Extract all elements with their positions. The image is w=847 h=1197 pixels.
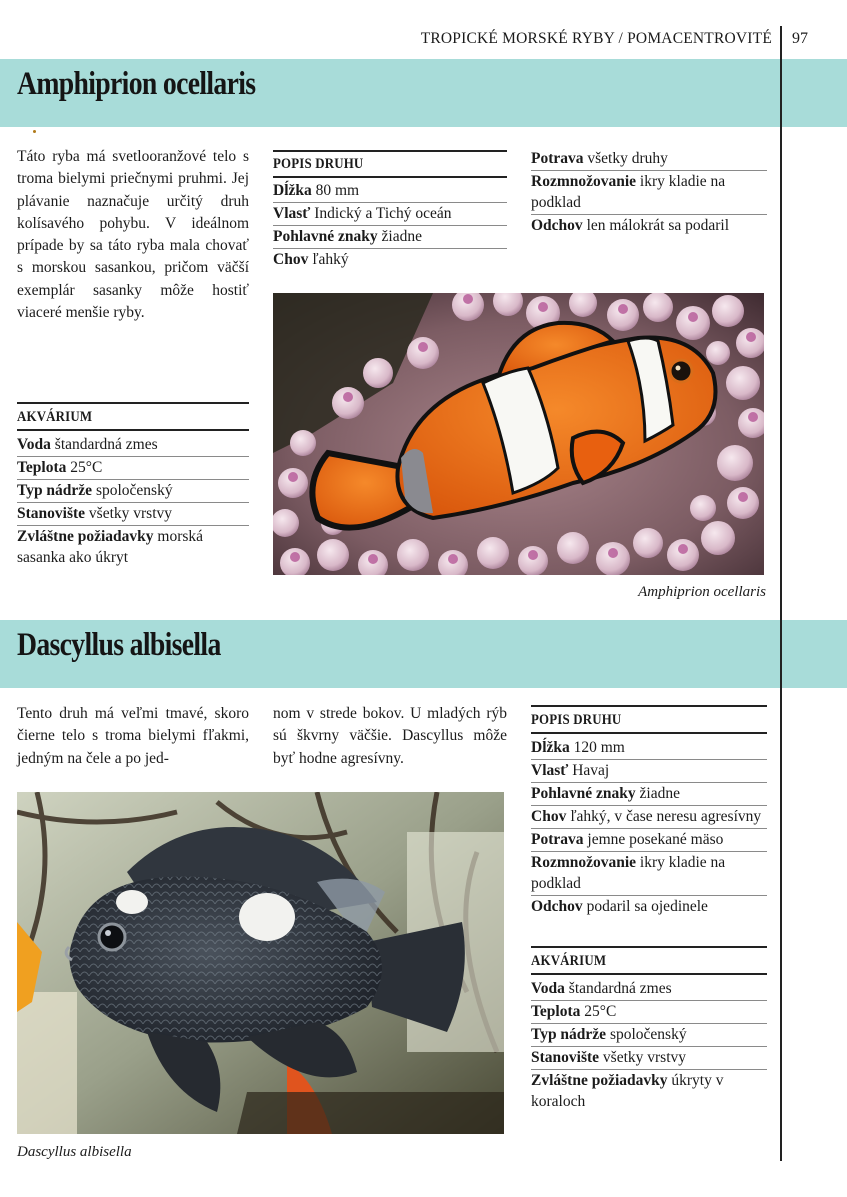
info-row — [531, 783, 767, 806]
info-label: Chov — [273, 250, 309, 268]
info-row — [531, 978, 767, 1001]
info-row — [273, 226, 507, 249]
info-label: Odchov — [531, 897, 583, 915]
info-label: Vlasť — [531, 761, 569, 779]
info-row — [531, 806, 767, 829]
species-title-2: Dascyllus albisella — [17, 627, 221, 663]
info-label: Voda — [17, 435, 51, 453]
info-value: 80 mm — [315, 181, 360, 199]
popis-heading: POPIS DRUHU — [531, 712, 622, 728]
info-row — [17, 503, 249, 526]
info-value: Havaj — [572, 761, 610, 779]
species-description-2a: Tento druh má veľmi tmavé, skoro čierne telo s troma bielymi fľakmi, jedným na čele a po jed- — [17, 705, 249, 767]
info-label: Rozmnožovanie — [531, 853, 637, 871]
box-rule — [531, 973, 767, 975]
info-label: Stanovište — [531, 1048, 600, 1066]
info-row — [17, 457, 249, 480]
info-row — [273, 203, 507, 226]
akvarium-heading: AKVÁRIUM — [531, 953, 607, 969]
info-label: Potrava — [531, 150, 584, 167]
popis-list-2 — [531, 737, 767, 918]
info-value: ikry kladie na podklad — [531, 853, 726, 892]
info-value: podaril sa ojedinele — [586, 897, 708, 915]
akvarium-heading: AKVÁRIUM — [17, 409, 93, 425]
info-value: Indický a Tichý oceán — [314, 204, 452, 222]
ink-dot — [33, 130, 36, 133]
species-title-1: Amphiprion ocellaris — [17, 66, 256, 102]
info-row — [273, 180, 507, 203]
info-row — [531, 852, 767, 896]
info-label: Typ nádrže — [17, 481, 93, 499]
info-value: 25°C — [584, 1002, 617, 1020]
popis-list-1-cont — [531, 148, 767, 237]
info-value: spoločenský — [609, 1025, 687, 1043]
info-value: žiadne — [639, 784, 680, 802]
info-row — [17, 434, 249, 457]
info-label: Rozmnožovanie — [531, 173, 637, 190]
running-header: TROPICKÉ MORSKÉ RYBY / POMACENTROVITÉ — [420, 30, 772, 47]
popis-box-1-cont — [531, 148, 767, 237]
akvarium-box-1 — [17, 402, 249, 569]
info-label: Potrava — [531, 830, 584, 848]
popis-heading: POPIS DRUHU — [273, 156, 364, 172]
info-value: všetky vrstvy — [602, 1048, 687, 1066]
clownfish-image — [273, 293, 764, 575]
popis-box-2 — [531, 705, 767, 918]
info-row — [531, 896, 767, 918]
info-label: Vlasť — [273, 204, 311, 222]
photo-caption-1: Amphiprion ocellaris — [638, 584, 766, 600]
akvarium-box-2 — [531, 946, 767, 1113]
info-label: Teplota — [17, 458, 67, 476]
box-rule — [531, 705, 767, 707]
popis-list-1 — [273, 180, 507, 271]
info-label: Dĺžka — [273, 181, 312, 199]
info-value: úkryty v koraloch — [531, 1071, 724, 1110]
info-value: ľahký — [312, 250, 349, 268]
info-value: žiadne — [381, 227, 422, 245]
species-description-1: Táto ryba má svetlooranžové telo s troma bielymi priečnymi pruhmi. Jej plávanie naznačuje určitý druh kolísavého pohybu. V ideálnom prípade by sa táto ryba mala chovať s morskou sasankou, pričom väčší exemplár sasanky môže hostiť viaceré menšie ryby. — [17, 148, 249, 322]
info-label: Odchov — [531, 217, 583, 234]
info-value: jemne posekané mäso — [587, 830, 724, 848]
box-rule — [17, 429, 249, 431]
box-rule — [531, 732, 767, 734]
dascyllus-image — [17, 792, 504, 1134]
info-label: Chov — [531, 807, 567, 825]
info-value: štandardná zmes — [54, 435, 158, 453]
info-label: Pohlavné znaky — [531, 784, 636, 802]
info-row — [531, 737, 767, 760]
info-value: všetky druhy — [587, 150, 668, 167]
info-row — [531, 829, 767, 852]
info-row — [17, 480, 249, 503]
info-row — [531, 760, 767, 783]
info-row — [531, 148, 767, 171]
akvarium-list-1 — [17, 434, 249, 569]
info-row — [17, 526, 249, 569]
info-label: Teplota — [531, 1002, 581, 1020]
info-value: ľahký, v čase neresu agresívny — [570, 807, 762, 825]
info-value: morská sasanka ako úkryt — [17, 527, 204, 566]
box-rule — [531, 946, 767, 948]
margin-rule — [780, 26, 782, 1161]
info-row — [531, 215, 767, 237]
photo-caption-2: Dascyllus albisella — [17, 1144, 132, 1160]
info-value: 120 mm — [573, 738, 625, 756]
info-row — [531, 171, 767, 215]
info-value: spoločenský — [95, 481, 173, 499]
info-label: Pohlavné znaky — [273, 227, 378, 245]
info-label: Zvláštne požiadavky — [531, 1071, 668, 1089]
info-label: Zvláštne požiadavky — [17, 527, 154, 545]
info-label: Dĺžka — [531, 738, 570, 756]
page-number: 97 — [792, 30, 808, 47]
info-row — [531, 1001, 767, 1024]
info-value: ikry kladie na podklad — [531, 173, 726, 211]
info-row — [531, 1024, 767, 1047]
info-label: Typ nádrže — [531, 1025, 607, 1043]
box-rule — [17, 402, 249, 404]
info-row — [273, 249, 507, 271]
info-value: len málokrát sa podaril — [586, 217, 730, 234]
info-label: Stanovište — [17, 504, 86, 522]
info-value: štandardná zmes — [568, 979, 672, 997]
info-value: všetky vrstvy — [88, 504, 173, 522]
info-row — [531, 1070, 767, 1113]
box-rule — [273, 150, 507, 152]
photo-dascyllus-albisella — [17, 792, 504, 1134]
photo-amphiprion-ocellaris — [273, 293, 764, 575]
species-description-2b: nom v strede bokov. U mladých rýb sú škvrny väčšie. Dascyllus môže byť hodne agresívny. — [273, 705, 507, 767]
info-value: 25°C — [70, 458, 103, 476]
akvarium-list-2 — [531, 978, 767, 1113]
info-row — [531, 1047, 767, 1070]
popis-box-1 — [273, 150, 507, 271]
box-rule — [273, 176, 507, 178]
info-label: Voda — [531, 979, 565, 997]
